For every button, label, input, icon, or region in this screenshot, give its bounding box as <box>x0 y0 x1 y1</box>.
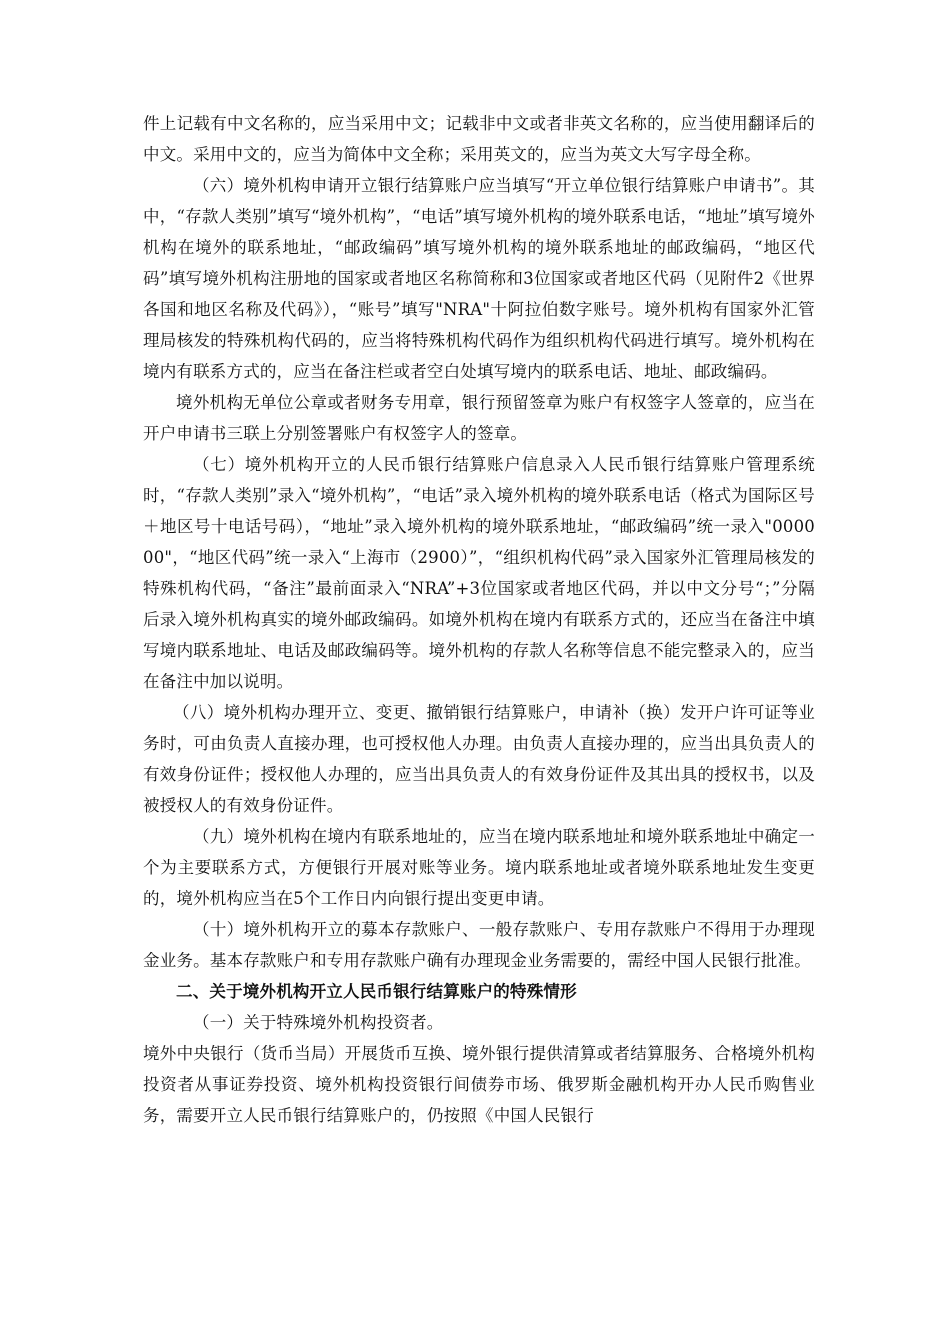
document-page <box>143 108 815 1131</box>
paragraph-nine-contact-address: （九）境外机构在境内有联系地址的，应当在境内联系地址和境外联系地址中确定一个为主要联系方式，方便银行开展对账等业务。境内联系地址或者境外联系地址发生变更的，境外机构应当在5个工作日内向银行提出变更申请。 <box>143 827 815 908</box>
sub-heading: （一）关于特殊境外机构投资者。 <box>193 1013 444 1032</box>
paragraph-six-application-form: （六）境外机构申请开立银行结算账户应当填写“开立单位银行结算账户申请书”。其中，“存款人类别”填写“境外机构”，“电话”填写境外机构的境外联系电话，“地址”填写境外机构在境外的联系地址，“邮政编码”填写境外机构的境外联系地址的邮政编码，“地区代码”填写境外机构注册地的国家或者地区名称简称和3位国家或者地区代码（见附件2《世界各国和地区名称及代码》），“账号”填写"NRA"十阿拉伯数字账号。境外机构有国家外汇管理局核发的特殊机构代码的，应当将特殊机构代码作为组织机构代码进行填写。境外机构在境内有联系方式的，应当在备注栏或者空白处填写境内的联系电话、地址、邮政编码。 <box>143 176 815 381</box>
section-heading: 二、关于境外机构开立人民币银行结算账户的特殊情形 <box>176 982 577 1001</box>
paragraph-special-investors: 境外中央银行（货币当局）开展货币互换、境外银行提供清算或者结算服务、合格境外机构投资者从事证券投资、境外机构投资银行间债券市场、俄罗斯金融机构开办人民币购售业务，需要开立人民币银行结算账户的，仍按照《中国人民银行 <box>143 1044 815 1125</box>
paragraph-seven-system-entry: （七）境外机构开立的人民币银行结算账户信息录入人民币银行结算账户管理系统时，“存款人类别”录入“境外机构”，“电话”录入境外机构的境外联系电话（格式为国际区号＋地区号十电话号码），“地址”录入境外机构的境外联系地址，“邮政编码”统一录入"000000"，“地区代码”统一录入“上海市（2900）”，“组织机构代码”录入国家外汇管理局核发的特殊机构代码，“备注”最前面录入“NRA”+3位国家或者地区代码，并以中文分号“；”分隔后录入境外机构真实的境外邮政编码。如境外机构在境内有联系方式的，还应当在备注中填写境内联系地址、电话及邮政编码等。境外机构的存款人名称等信息不能完整录入的，应当在备注中加以说明。 <box>143 455 815 691</box>
paragraph-name-language: 件上记载有中文名称的，应当采用中文；记载非中文或者非英文名称的，应当使用翻译后的中文。采用中文的，应当为简体中文全称；采用英文的，应当为英文大写字母全称。 <box>143 114 815 164</box>
paragraph-eight-authorization: （八）境外机构办理开立、变更、撤销银行结算账户，申请补（换）发开户许可证等业务时，可由负责人直接办理，也可授权他人办理。由负责人直接办理的，应当出具负责人的有效身份证件；授权他人办理的，应当出具负责人的有效身份证件及其出具的授权书，以及被授权人的有效身份证件。 <box>143 703 815 815</box>
paragraph-signature: 境外机构无单位公章或者财务专用章，银行预留签章为账户有权签字人签章的，应当在开户申请书三联上分别签署账户有权签字人的签章。 <box>143 393 815 443</box>
paragraph-ten-cash-business: （十）境外机构开立的募本存款账户、一般存款账户、专用存款账户不得用于办理现金业务。基本存款账户和专用存款账户确有办理现金业务需要的，需经中国人民银行批准。 <box>143 920 815 970</box>
